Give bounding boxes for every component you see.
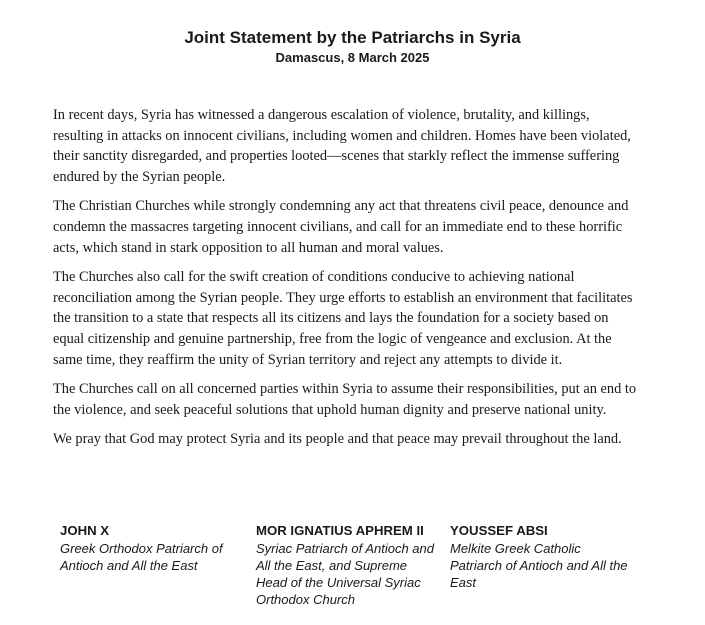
paragraph: We pray that God may protect Syria and its people and that peace may prevail throughout the land. [53,431,622,448]
signatory-title: Greek Orthodox Patriarch of Antioch and All the East [60,541,223,573]
statement-body [53,105,643,459]
signatory-ignatius-aphrem [256,522,434,608]
paragraph: The Churches also call for the swift creation of conditions conducive to achieving national reconciliation among the Syrian people. They urge efforts to establish an environment that facilitates the transition to a state that respects all its citizens and lays the foundation for a society based on equal citizenship and genuine partnership, free from the logic of vengeance and exclusion. At the same time, they reaffirm the unity of Syrian territory and reject any attempts to divide it. [53,269,633,368]
signatory-name: MOR IGNATIUS APHREM II [256,523,424,538]
signatory-title: Melkite Greek Catholic Patriarch of Antioch and All the East [450,541,628,590]
signatory-title: Syriac Patriarch of Antioch and All the East, and Supreme Head of the Universal Syriac Orthodox Church [256,541,434,607]
signatory-john-x [60,522,245,574]
signatory-name: YOUSSEF ABSI [450,523,548,538]
page-title: Joint Statement by the Patriarchs in Syria [184,28,521,47]
place-date: Damascus, 8 March 2025 [275,50,430,65]
signatory-youssef-absi [450,522,628,591]
signatory-name: JOHN X [60,523,110,538]
paragraph: The Churches call on all concerned parties within Syria to assume their responsibilities, put an end to the violence, and seek peaceful solutions that uphold human dignity and preserve national unity. [53,381,637,418]
paragraph: The Christian Churches while strongly condemning any act that threatens civil peace, denounce and condemn the massacres targeting innocent civilians, and call for an immediate end to these horrific acts, which stand in stark opposition to all human and moral values. [53,198,629,256]
statement-header [0,28,705,66]
paragraph: In recent days, Syria has witnessed a dangerous escalation of violence, brutality, and killings, resulting in attacks on innocent civilians, including women and children. Homes have been violated, their sanctity disregarded, and properties looted—scenes that starkly reflect the immense suffering endured by the Syrian people. [53,107,631,185]
